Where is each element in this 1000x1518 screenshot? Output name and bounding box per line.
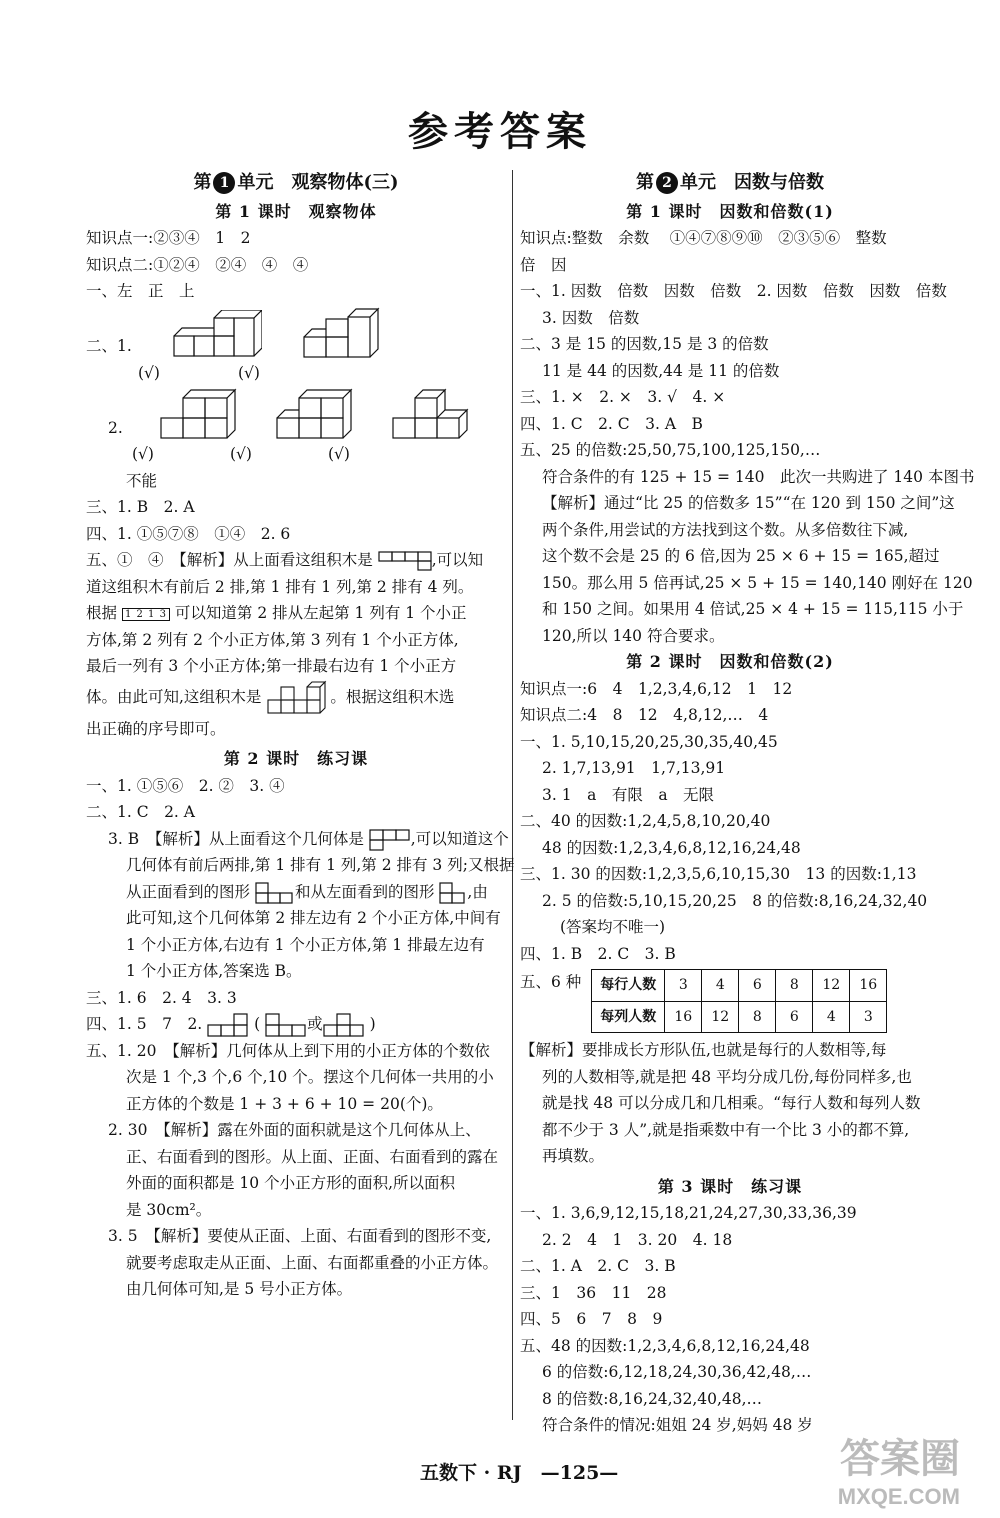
answer-line: 三、1 36 11 28 — [520, 1283, 667, 1302]
answer-line: 此可知,这个几何体第 2 排左边有 2 个小正方体,中间有 — [126, 909, 501, 927]
answer-line: 3. 因数 倍数 — [542, 308, 640, 327]
answer-line: 几何体有前后两排,第 1 排有 1 列,第 2 排有 3 列;又根据 — [126, 856, 515, 874]
top-view-grid — [378, 551, 432, 571]
rows-columns-table — [591, 969, 887, 1033]
answer-line: 五、1. 20 【解析】几何体从上到下用的小正方体的个数依 — [86, 1041, 490, 1060]
answer-line: 二、40 的因数:1,2,4,5,8,10,20,40 — [520, 812, 771, 830]
lesson-heading: 第 2 课时 因数和倍数(2) — [626, 652, 834, 671]
table-header-cell: 每行人数 — [592, 970, 665, 1002]
analysis-line: 【解析】通过“比 25 的倍数多 15”“在 120 到 150 之间”这 — [542, 494, 955, 512]
lesson-heading: 第 1 课时 观察物体 — [215, 201, 377, 221]
answer-text: ,可以知 — [431, 551, 484, 569]
answer-line — [86, 547, 506, 574]
cube-figures-row-1 — [86, 305, 506, 360]
answer-text: 。根据这组积木选 — [330, 687, 455, 706]
analysis-line: 【解析】要排成长方形队伍,也就是每行的人数相等,每 — [520, 1041, 887, 1059]
answer-line: 四、1. C 2. C 3. A B — [520, 414, 703, 433]
answer-line: 三、1. 30 的因数:1,2,3,5,6,10,15,30 13 的因数:1,13 — [520, 865, 917, 883]
check-mark: (√) — [237, 363, 260, 382]
analysis-line: 都不少于 3 人”,就是指乘数中有一个比 3 小的都不算, — [542, 1120, 910, 1139]
shape-grid — [265, 1013, 307, 1037]
answer-line: (答案均不唯一) — [560, 918, 666, 936]
answer-line: 3. 1 a 有限 a 无限 — [542, 785, 715, 804]
check-row — [86, 441, 506, 468]
table-cell: 3 — [850, 1001, 887, 1033]
answer-line: 2. 1,7,13,91 1,7,13,91 — [542, 759, 726, 777]
table-row — [592, 1001, 887, 1033]
answer-line: 由几何体可知,是 5 号小正方体。 — [126, 1280, 353, 1298]
right-column — [520, 170, 975, 1439]
answer-line: 2. 30 【解析】露在外面的面积就是这个几何体从上、 — [108, 1121, 481, 1139]
answer-line: 三、1. × 2. × 3. √ 4. × — [520, 388, 726, 406]
answer-line: 道这组积木有前后 2 排,第 1 排有 1 列,第 2 排有 4 列。 — [86, 577, 474, 596]
answer-line: 三、1. B 2. A — [86, 498, 195, 516]
analysis-line: 列的人数相等,就是把 48 平均分成几份,每份同样多,也 — [542, 1067, 912, 1086]
cube-figure — [391, 386, 471, 441]
watermark-big: 答案圈 — [840, 1437, 960, 1481]
answer-line: 一、左 正 上 — [86, 282, 195, 300]
answer-line — [86, 826, 509, 853]
answer-line: 11 是 44 的因数,44 是 11 的倍数 — [542, 361, 780, 380]
answer-line: 1 个小正方体,右边有 1 个小正方体,第 1 排最左边有 — [126, 935, 485, 954]
answer-text: 四、1. 5 7 2. — [86, 1015, 203, 1033]
answer-text: 可以知道第 2 排从左起第 1 列有 1 个小正 — [174, 604, 467, 622]
answer-line: 二、1. A 2. C 3. B — [520, 1257, 676, 1275]
answer-line: 是 30cm²。 — [126, 1200, 212, 1219]
answer-line: 四、5 6 7 8 9 — [520, 1310, 663, 1328]
unit-name: 观察物体(三) — [291, 172, 399, 193]
page-footer: 五数下 · RJ —125— — [420, 1462, 619, 1484]
unit-1-heading — [86, 170, 506, 197]
page-title: 参考答案 — [408, 108, 592, 155]
analysis-line: 再填数。 — [542, 1147, 605, 1165]
answer-line: 五、48 的因数:1,2,3,4,6,8,12,16,24,48 — [520, 1336, 810, 1355]
check-mark: (√) — [327, 445, 350, 463]
shape-grid — [323, 1013, 365, 1037]
cube-figure — [159, 386, 239, 441]
answer-line: 知识点:整数 余数 ①④⑦⑧⑨⑩ ②③⑤⑥ 整数 — [520, 229, 887, 247]
answer-label: 2. — [108, 418, 123, 437]
analysis-line: 150。那么用 5 倍再试,25 × 5 + 15 = 140,140 刚好在 120 — [542, 573, 973, 592]
answer-line: 一、1. 5,10,15,20,25,30,35,40,45 — [520, 732, 778, 751]
answer-line: 知识点二:①②④ ②④ ④ ④ — [86, 255, 309, 274]
answer-line: 外面的面积都是 10 个小正方形的面积,所以面积 — [126, 1174, 456, 1192]
table-cell: 16 — [665, 1001, 702, 1033]
table-cell: 6 — [739, 970, 776, 1002]
answer-line: 出正确的序号即可。 — [86, 719, 226, 738]
answer-line: 3. 5 【解析】要使从正面、上面、右面看到的图形不变, — [108, 1227, 492, 1245]
shape-grid — [207, 1013, 249, 1037]
answer-line: 不能 — [126, 471, 158, 490]
analysis-line: 和 150 之间。如果用 4 倍试,25 × 4 + 15 = 115,115 小于 — [542, 600, 964, 618]
answer-text: 和从左面看到的图形 — [294, 882, 435, 901]
answer-line: 48 的因数:1,2,3,4,6,8,12,16,24,48 — [542, 838, 801, 857]
front-view-grid — [255, 882, 295, 904]
answer-text: ( — [254, 1015, 261, 1033]
answer-line: 一、1. ①⑤⑥ 2. ② 3. ④ — [86, 776, 285, 795]
lesson-heading: 第 1 课时 因数和倍数(1) — [626, 201, 834, 221]
answer-line: 知识点一:②③④ 1 2 — [86, 229, 251, 247]
answer-line: 正、右面看到的图形。从上面、正面、右面看到的露在 — [126, 1147, 499, 1166]
check-mark: (√) — [132, 445, 154, 463]
unit-2-heading — [520, 170, 940, 197]
table-cell: 6 — [776, 1001, 813, 1033]
answer-line — [86, 600, 506, 627]
answer-line: 正方体的个数是 1 + 3 + 6 + 10 = 20(个)。 — [126, 1094, 443, 1113]
unit-name: 因数与倍数 — [734, 172, 824, 193]
answer-text: 从正面看到的图形 — [126, 882, 251, 901]
answer-line: 倍 因 — [520, 255, 567, 274]
table-row — [592, 970, 887, 1002]
cube-figure — [275, 386, 355, 441]
table-cell: 3 — [665, 970, 702, 1002]
answer-label: 二、1. — [86, 337, 132, 355]
table-cell: 4 — [702, 970, 739, 1002]
answer-line: 2. 2 4 1 3. 20 4. 18 — [542, 1230, 733, 1249]
lesson-heading: 第 3 课时 练习课 — [657, 1176, 803, 1196]
cube-figures-row-2 — [86, 386, 506, 441]
answer-line — [520, 969, 940, 1033]
answer-line: 最后一列有 3 个小正方体;第一排最右边有 1 个小正方 — [86, 657, 457, 675]
answer-line: 2. 5 的倍数:5,10,15,20,25 8 的倍数:8,16,24,32,40 — [542, 891, 928, 910]
answer-line: 次是 1 个,3 个,6 个,10 个。摆这个几何体一共用的小 — [126, 1068, 494, 1086]
unit-number-badge: 2 — [656, 172, 678, 194]
answer-line: 知识点一:6 4 1,2,3,4,6,12 1 12 — [520, 679, 793, 698]
answer-line: 知识点二:4 8 12 4,8,12,… 4 — [520, 706, 769, 724]
table-cell: 4 — [813, 1001, 850, 1033]
unit-number-badge: 1 — [213, 172, 235, 194]
unit-prefix: 第 — [636, 172, 654, 193]
watermark-url: MXQE.COM — [837, 1484, 960, 1509]
answer-text: 根据 — [86, 604, 118, 622]
number-grid: 1 2 1 3 — [122, 608, 170, 621]
table-cell: 8 — [739, 1001, 776, 1033]
cube-figure — [266, 680, 330, 716]
watermark-logo — [838, 1427, 960, 1510]
answer-line: 三、1. 6 2. 4 3. 3 — [86, 988, 237, 1007]
answer-line: 四、1. B 2. C 3. B — [520, 944, 676, 963]
analysis-line: 两个条件,用尝试的方法找到这个数。从多倍数往下减, — [542, 520, 909, 539]
check-mark: (√) — [229, 445, 252, 463]
answer-line: 符合条件的情况:姐姐 24 岁,妈妈 48 岁 — [542, 1416, 813, 1434]
answer-text: 体。由此可知,这组积木是 — [86, 687, 262, 706]
unit-suffix: 单元 — [237, 172, 274, 193]
answer-text: ,可以知道这个 — [410, 829, 509, 848]
answer-line: 一、1. 因数 倍数 因数 倍数 2. 因数 倍数 因数 倍数 — [520, 282, 947, 300]
table-cell: 12 — [813, 970, 850, 1002]
answer-text: ) — [369, 1015, 376, 1033]
answer-line: 二、3 是 15 的因数,15 是 3 的倍数 — [520, 335, 769, 353]
unit-suffix: 单元 — [680, 172, 716, 193]
answer-line: 方体,第 2 列有 2 个小正方体,第 3 列有 1 个小正方体, — [86, 630, 459, 649]
answer-line: 五、25 的倍数:25,50,75,100,125,150,… — [520, 441, 821, 459]
table-cell: 8 — [776, 970, 813, 1002]
table-header-cell: 每列人数 — [592, 1001, 665, 1033]
column-divider — [512, 170, 513, 1420]
answer-text: ,由 — [467, 882, 488, 901]
left-view-grid — [439, 882, 467, 904]
answer-line — [86, 680, 506, 716]
top-view-grid — [369, 829, 411, 851]
answer-line: 符合条件的有 125 + 15 = 140 此次一共购进了 140 本图书 — [542, 467, 975, 486]
analysis-line: 这个数不会是 25 的 6 倍,因为 25 × 6 + 15 = 165,超过 — [542, 547, 940, 565]
answer-line: 一、1. 3,6,9,12,15,18,21,24,27,30,33,36,39 — [520, 1204, 857, 1222]
unit-prefix: 第 — [193, 172, 212, 193]
check-mark: (√) — [138, 363, 160, 382]
table-cell: 12 — [702, 1001, 739, 1033]
analysis-line: 120,所以 140 符合要求。 — [542, 626, 725, 645]
lesson-heading: 第 2 课时 练习课 — [223, 749, 369, 768]
table-cell: 16 — [850, 970, 887, 1002]
answer-line: 8 的倍数:8,16,24,32,40,48,… — [542, 1389, 763, 1408]
answer-line: 四、1. ①⑤⑦⑧ ①④ 2. 6 — [86, 524, 291, 543]
answer-line: 就要考虑取走从正面、上面、右面都重叠的小正方体。 — [126, 1253, 499, 1272]
answer-text: 3. B 【解析】从上面看这个几何体是 — [108, 829, 364, 848]
analysis-line: 就是找 48 可以分成几和几相乘。“每行人数和每列人数 — [542, 1094, 921, 1112]
cube-figure — [302, 305, 382, 360]
check-row — [86, 360, 506, 387]
answer-text: 五、6 种 — [520, 973, 582, 991]
answer-text: 或 — [307, 1015, 323, 1033]
cube-figure — [172, 310, 262, 360]
answer-line — [86, 1011, 506, 1038]
answer-line: 6 的倍数:6,12,18,24,30,36,42,48,… — [542, 1363, 812, 1381]
answer-line: 二、1. C 2. A — [86, 803, 195, 821]
answer-text: 五、① ④ 【解析】从上面看这组积木是 — [86, 551, 373, 569]
left-column — [86, 170, 515, 1303]
answer-line — [86, 879, 506, 906]
answer-line: 1 个小正方体,答案选 B。 — [126, 962, 302, 980]
